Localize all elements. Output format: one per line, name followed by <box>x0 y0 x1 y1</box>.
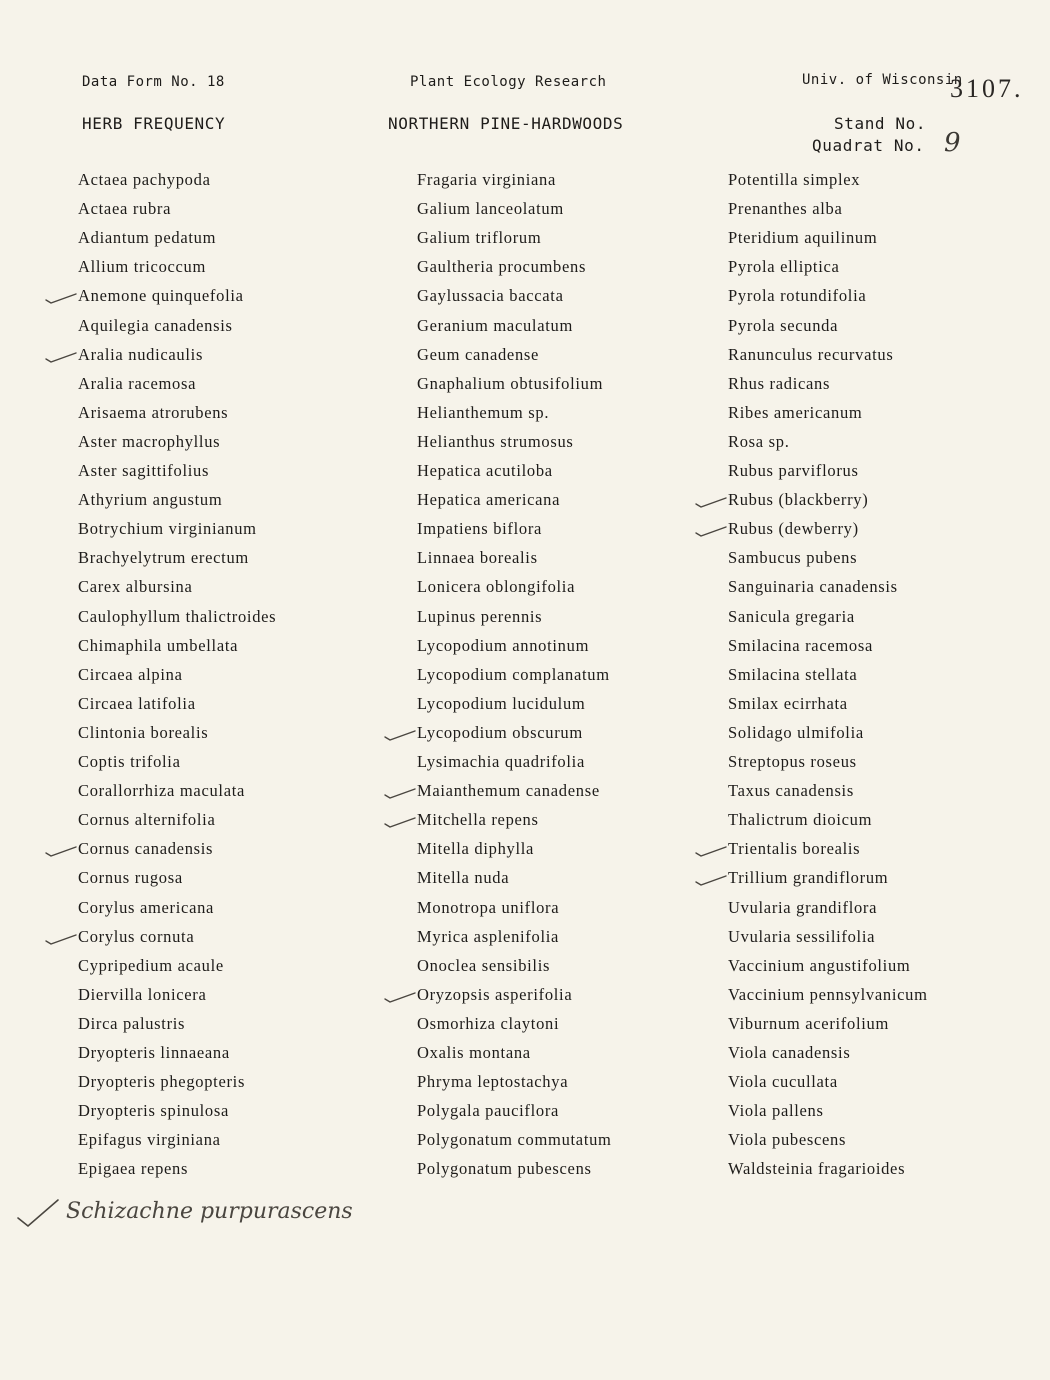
species-item: Adiantum pedatum <box>78 228 217 247</box>
species-item: Aquilegia canadensis <box>78 316 233 335</box>
handwritten-note-image <box>14 1188 394 1238</box>
species-item: Ribes americanum <box>728 403 863 422</box>
check-mark-icon <box>44 932 78 946</box>
species-item: Corylus americana <box>78 898 215 917</box>
species-item: Dryopteris phegopteris <box>78 1072 246 1091</box>
check-mark-icon <box>44 350 78 364</box>
species-item: Circaea alpina <box>78 665 183 684</box>
institution: Univ. of Wisconsin <box>802 72 963 88</box>
species-item: Taxus canadensis <box>728 781 854 800</box>
species-item: Cornus canadensis <box>78 839 214 858</box>
species-item: Aster macrophyllus <box>78 432 221 451</box>
species-item: Sanicula gregaria <box>728 607 855 626</box>
quadrat-label: Quadrat No. <box>812 136 925 155</box>
species-item: Viola canadensis <box>728 1043 851 1062</box>
species-item: Smilacina stellata <box>728 665 858 684</box>
species-item: Actaea rubra <box>78 199 172 218</box>
species-item: Mitella nuda <box>417 868 510 887</box>
species-item: Corallorrhiza maculata <box>78 781 246 800</box>
handwritten-note <box>14 1188 394 1238</box>
species-item: Galium lanceolatum <box>417 199 564 218</box>
species-item: Epigaea repens <box>78 1159 189 1178</box>
species-item: Polygala pauciflora <box>417 1101 560 1120</box>
species-item: Helianthemum sp. <box>417 403 550 422</box>
species-item: Streptopus roseus <box>728 752 857 771</box>
species-item: Waldsteinia fragarioides <box>728 1159 906 1178</box>
species-item: Polygonatum commutatum <box>417 1130 612 1149</box>
species-item: Lycopodium obscurum <box>417 723 583 742</box>
species-item: Uvularia sessilifolia <box>728 927 876 946</box>
form-title: HERB FREQUENCY <box>82 114 226 133</box>
species-item: Pyrola elliptica <box>728 257 840 276</box>
species-item: Gaylussacia baccata <box>417 286 564 305</box>
species-item: Osmorhiza claytoni <box>417 1014 560 1033</box>
species-item: Circaea latifolia <box>78 694 196 713</box>
species-item: Pteridium aquilinum <box>728 228 878 247</box>
species-item: Lonicera oblongifolia <box>417 577 576 596</box>
species-item: Lycopodium lucidulum <box>417 694 586 713</box>
species-item: Sambucus pubens <box>728 548 858 567</box>
species-item: Corylus cornuta <box>78 927 195 946</box>
species-item: Athyrium angustum <box>78 490 223 509</box>
species-item: Geum canadense <box>417 345 540 364</box>
species-item: Prenanthes alba <box>728 199 843 218</box>
species-item: Pyrola secunda <box>728 316 839 335</box>
species-item: Anemone quinquefolia <box>78 286 244 305</box>
species-item: Lycopodium annotinum <box>417 636 590 655</box>
species-item: Dryopteris linnaeana <box>78 1043 230 1062</box>
species-item: Cornus alternifolia <box>78 810 216 829</box>
species-item: Linnaea borealis <box>417 548 538 567</box>
species-item: Actaea pachypoda <box>78 170 211 189</box>
species-item: Epifagus virginiana <box>78 1130 221 1149</box>
species-item: Phryma leptostachya <box>417 1072 569 1091</box>
species-item: Viola pubescens <box>728 1130 847 1149</box>
species-item: Sanguinaria canadensis <box>728 577 898 596</box>
species-item: Monotropa uniflora <box>417 898 560 917</box>
stamp-number: 3107. <box>950 74 1024 103</box>
check-mark-icon <box>383 786 417 800</box>
species-item: Onoclea sensibilis <box>417 956 551 975</box>
quadrat-value: 9 <box>944 128 961 158</box>
community-title: NORTHERN PINE-HARDWOODS <box>388 114 624 133</box>
species-item: Viburnum acerifolium <box>728 1014 890 1033</box>
species-item: Hepatica americana <box>417 490 561 509</box>
species-item: Mitchella repens <box>417 810 539 829</box>
check-mark-icon <box>383 815 417 829</box>
species-item: Galium triflorum <box>417 228 542 247</box>
species-item: Rubus (dewberry) <box>728 519 859 538</box>
species-item: Maianthemum canadense <box>417 781 600 800</box>
species-item: Viola cucullata <box>728 1072 838 1091</box>
species-item: Botrychium virginianum <box>78 519 257 538</box>
species-item: Ranunculus recurvatus <box>728 345 894 364</box>
form-number: Data Form No. 18 <box>82 74 225 90</box>
species-item: Mitella diphylla <box>417 839 535 858</box>
species-item: Thalictrum dioicum <box>728 810 873 829</box>
species-item: Potentilla simplex <box>728 170 861 189</box>
species-item: Vaccinium pennsylvanicum <box>728 985 928 1004</box>
species-item: Cornus rugosa <box>78 868 183 887</box>
species-item: Geranium maculatum <box>417 316 574 335</box>
species-item: Rubus parviflorus <box>728 461 859 480</box>
species-item: Vaccinium angustifolium <box>728 956 911 975</box>
species-item: Viola pallens <box>728 1101 824 1120</box>
species-item: Trillium grandiflorum <box>728 868 889 887</box>
species-item: Brachyelytrum erectum <box>78 548 249 567</box>
species-item: Oryzopsis asperifolia <box>417 985 573 1004</box>
check-mark-icon <box>694 524 728 538</box>
species-item: Dryopteris spinulosa <box>78 1101 230 1120</box>
species-item: Rubus (blackberry) <box>728 490 869 509</box>
species-item: Aster sagittifolius <box>78 461 210 480</box>
species-item: Carex albursina <box>78 577 193 596</box>
species-item: Smilax ecirrhata <box>728 694 848 713</box>
species-item: Diervilla lonicera <box>78 985 207 1004</box>
species-item: Polygonatum pubescens <box>417 1159 592 1178</box>
species-item: Pyrola rotundifolia <box>728 286 867 305</box>
species-item: Helianthus strumosus <box>417 432 574 451</box>
species-item: Aralia racemosa <box>78 374 197 393</box>
check-mark-icon <box>694 495 728 509</box>
species-item: Fragaria virginiana <box>417 170 556 189</box>
species-item: Solidago ulmifolia <box>728 723 864 742</box>
species-item: Uvularia grandiflora <box>728 898 878 917</box>
species-item: Oxalis montana <box>417 1043 531 1062</box>
species-item: Myrica asplenifolia <box>417 927 560 946</box>
species-item: Allium tricoccum <box>78 257 207 276</box>
check-mark-icon <box>18 1200 58 1226</box>
species-item: Clintonia borealis <box>78 723 209 742</box>
species-item: Lupinus perennis <box>417 607 543 626</box>
check-mark-icon <box>694 873 728 887</box>
handwritten-note-text: Schizachne purpurascens <box>66 1199 353 1224</box>
species-item: Rosa sp. <box>728 432 790 451</box>
species-item: Gaultheria procumbens <box>417 257 587 276</box>
species-item: Coptis trifolia <box>78 752 181 771</box>
species-item: Trientalis borealis <box>728 839 861 858</box>
species-item: Hepatica acutiloba <box>417 461 553 480</box>
check-mark-icon <box>694 844 728 858</box>
check-mark-icon <box>44 844 78 858</box>
species-item: Dirca palustris <box>78 1014 186 1033</box>
species-item: Gnaphalium obtusifolium <box>417 374 604 393</box>
species-item: Aralia nudicaulis <box>78 345 204 364</box>
species-item: Lysimachia quadrifolia <box>417 752 585 771</box>
stand-label: Stand No. <box>834 114 927 133</box>
check-mark-icon <box>383 728 417 742</box>
species-item: Impatiens biflora <box>417 519 543 538</box>
project-title: Plant Ecology Research <box>410 74 607 90</box>
check-mark-icon <box>383 990 417 1004</box>
species-item: Cypripedium acaule <box>78 956 224 975</box>
species-item: Caulophyllum thalictroides <box>78 607 277 626</box>
species-item: Lycopodium complanatum <box>417 665 610 684</box>
check-mark-icon <box>44 291 78 305</box>
species-item: Arisaema atrorubens <box>78 403 229 422</box>
species-item: Chimaphila umbellata <box>78 636 239 655</box>
species-item: Smilacina racemosa <box>728 636 874 655</box>
species-item: Rhus radicans <box>728 374 831 393</box>
